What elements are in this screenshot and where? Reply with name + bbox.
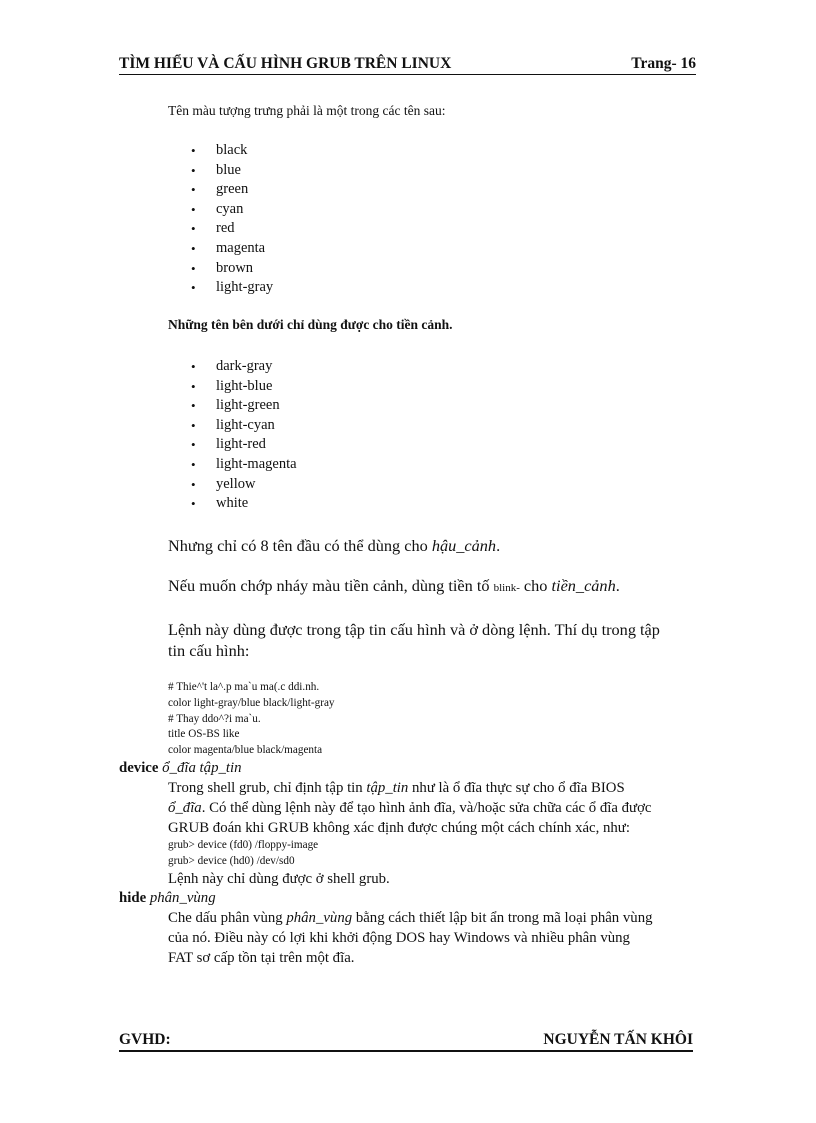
- code-line: title OS-BS like: [168, 728, 240, 741]
- list-item: • light-cyan: [168, 416, 297, 436]
- paragraph-line: tin cấu hình:: [168, 641, 250, 660]
- paragraph-line: [168, 799, 708, 819]
- page-header: [119, 52, 696, 75]
- code-line: grub> device (hd0) /dev/sd0: [168, 855, 295, 868]
- usage-note: [168, 619, 708, 661]
- code-line: grub> device (fd0) /floppy-image: [168, 839, 319, 852]
- list-item: • cyan: [168, 200, 273, 220]
- paragraph-line: Lệnh này dùng được trong tập tin cấu hình và ở dòng lệnh. Thí dụ trong tập: [168, 620, 660, 639]
- paragraph-line: GRUB đoán khi GRUB không xác định được chúng một cách chính xác, như:: [168, 819, 630, 836]
- term-file: tập_tin: [366, 780, 409, 796]
- command-keyword: hide: [119, 890, 147, 906]
- paragraph-end: .: [615, 576, 620, 595]
- term-background: hậu_cảnh: [431, 536, 497, 555]
- paragraph-end: .: [496, 536, 501, 555]
- term-drive: ổ_đĩa: [168, 799, 202, 816]
- list-item: • light-red: [168, 435, 297, 455]
- color-intro: Tên màu tượng trưng phải là một trong các tên sau:: [168, 103, 446, 118]
- footer-advisor-label: GVHD:: [119, 1031, 171, 1048]
- list-item: • magenta: [168, 239, 273, 259]
- term-foreground: tiền_cảnh: [551, 576, 616, 595]
- paragraph-line: Lệnh này chỉ dùng được ở shell grub.: [168, 870, 390, 887]
- code-line: color light-gray/blue black/light-gray: [168, 696, 335, 709]
- paragraph-text: Trong shell grub, chỉ định tập tin: [168, 780, 367, 796]
- list-item: • blue: [168, 161, 273, 181]
- paragraph-line: FAT sơ cấp tồn tại trên một đĩa.: [168, 949, 355, 966]
- list-item: • light-blue: [168, 377, 297, 397]
- list-item: • brown: [168, 259, 273, 279]
- paragraph-text: bằng cách thiết lập bit ẩn trong mã loại phân vùng: [352, 910, 653, 926]
- list-item: • white: [168, 494, 297, 514]
- blink-prefix: blink-: [493, 582, 520, 594]
- list-item: • red: [168, 219, 273, 239]
- document-title: TÌM HIỂU VÀ CẤU HÌNH GRUB TRÊN LINUX: [119, 55, 452, 72]
- code-line: # Thay ddo^?i ma`u.: [168, 712, 261, 725]
- code-line: color magenta/blue black/magenta: [168, 744, 323, 757]
- paragraph-text: . Có thể dùng lệnh này để tạo hình ảnh đĩa, và/hoặc sửa chữa các ổ đĩa được: [201, 799, 652, 816]
- list-item: • light-magenta: [168, 455, 297, 475]
- config-code-example: [168, 680, 335, 759]
- footer-author: NGUYỄN TẤN KHÔI: [543, 1031, 693, 1048]
- page-number: Trang- 16: [631, 55, 696, 72]
- paragraph-line: [168, 779, 708, 799]
- page-footer: [119, 1030, 693, 1052]
- device-command-heading: [119, 760, 242, 777]
- paragraph-text: Nếu muốn chớp nháy màu tiền cảnh, dùng tiền tố: [168, 576, 494, 595]
- color-list-foreground: [168, 357, 297, 514]
- paragraph-text: cho: [519, 576, 552, 595]
- paragraph-line: [168, 909, 708, 929]
- background-note: [168, 535, 708, 556]
- color-list-all: [168, 141, 273, 298]
- hide-description: [168, 909, 708, 968]
- list-item: • yellow: [168, 475, 297, 495]
- term-partition: phân_vùng: [286, 910, 353, 926]
- paragraph-text: Che dấu phân vùng: [168, 910, 287, 926]
- paragraph-text: như là ổ đĩa thực sự cho ổ đĩa BIOS: [408, 780, 625, 796]
- foreground-note: Những tên bên dưới chỉ dùng được cho tiền cảnh.: [168, 317, 453, 332]
- command-args: ổ_đĩa tập_tin: [162, 760, 242, 776]
- blink-note: [168, 575, 708, 599]
- list-item: • black: [168, 141, 273, 161]
- command-keyword: device: [119, 760, 159, 776]
- paragraph-line: của nó. Điều này có lợi khi khởi động DOS hay Windows và nhiều phân vùng: [168, 929, 630, 946]
- list-item: • light-green: [168, 396, 297, 416]
- list-item: • dark-gray: [168, 357, 297, 377]
- list-item: • light-gray: [168, 278, 273, 298]
- hide-command-heading: [119, 890, 216, 907]
- code-line: # Thie^'t la^.p ma`u ma(.c ddi.nh.: [168, 681, 320, 693]
- command-args: phân_vùng: [149, 890, 216, 906]
- paragraph-text: Nhưng chỉ có 8 tên đầu có thể dùng cho: [168, 536, 432, 555]
- device-description: [168, 779, 708, 890]
- list-item: • green: [168, 180, 273, 200]
